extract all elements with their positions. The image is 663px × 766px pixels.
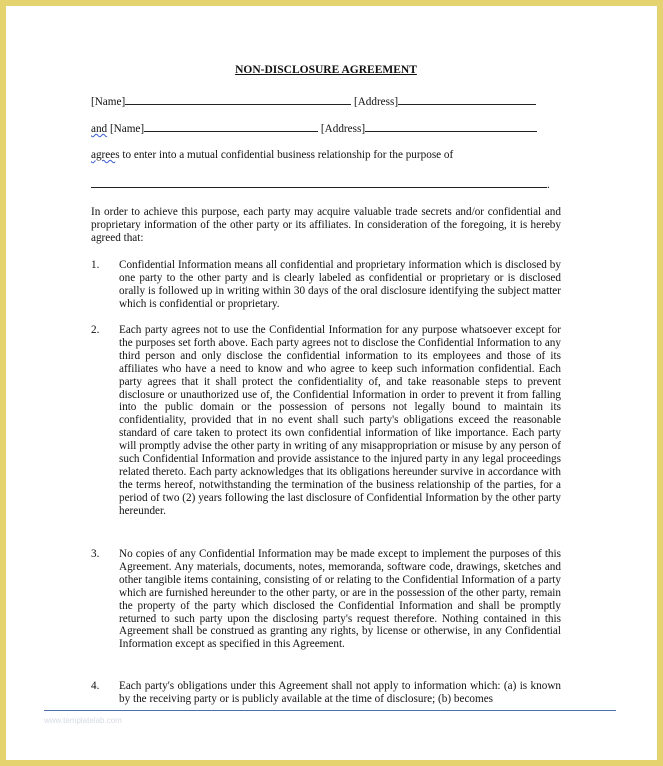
clause-4 [91, 680, 561, 706]
party1-name-blank[interactable] [125, 94, 351, 105]
document-title: NON-DISCLOSURE AGREEMENT [235, 64, 417, 76]
purpose-fill-line [91, 177, 550, 189]
clause-1 [91, 259, 561, 311]
clause-text: Each party's obligations under this Agreement shall not apply to information which: (a) is known by the receiving party or is publicly available at the time of disclosure; (b) becomes [119, 680, 561, 705]
purpose-end: . [547, 179, 550, 191]
party2-prefix: and [91, 123, 108, 135]
clause-number: 2. [91, 324, 100, 336]
party1-line [91, 94, 536, 106]
clause-text: Confidential Information means all confidential and proprietary information which is disclosed by one party to the other party and is clearly labeled as confidential or proprietary or is disclosed orally is followed up in writing within 30 days of the oral disclosure identifying the subject matter which is confidential or proprietary. [119, 259, 561, 310]
party1-name-label: [Name] [91, 96, 126, 108]
footer-rule [44, 710, 616, 711]
party2-address-label: [Address] [320, 123, 366, 135]
party1-address-blank[interactable] [398, 94, 536, 105]
party2-name-label: [Name] [109, 123, 145, 135]
purpose-text: s to enter into a mutual confidential business relationship for the purpose of [115, 149, 454, 161]
clause-text: Each party agrees not to use the Confidential Information for any purpose whatsoever except for the purposes set forth above. Each party agrees not to disclose the Confidential Information to any third person and only disclose the confidential information to its employees and those of its affiliates who have a need to know and who agree to keep such information confidential. Each party agrees that it shall protect the confidentiality of, and take reasonable steps to prevent disclosure or unauthorized use of, the Confidential Information in order to prevent it from falling into the public domain or the possession of persons not legally bound to maintain its confidentiality, provided that in no event shall such party's obligations exceed the reasonable standard of care taken to protect its own confidential information of like importance. Each party will promptly advise the other party in writing of any misappropriation or misuse by any person of such Confidential Information and provide assistance to the injured party in any legal proceedings related thereto. Each party acknowledges that its obligations hereunder survive in accordance with the terms hereof, notwithstanding the termination of the business relationship of the parties, for a period of two (2) years following the last disclosure of Confidential Information by the other party hereunder. [119, 324, 561, 517]
clause-number: 4. [91, 680, 100, 692]
party2-name-blank[interactable] [144, 121, 318, 132]
party2-address-blank[interactable] [365, 121, 537, 132]
party2-line [91, 121, 537, 133]
purpose-blank[interactable] [91, 177, 547, 188]
footer-watermark: www.templatelab.com [44, 716, 122, 725]
purpose-line [91, 149, 453, 161]
clause-2 [91, 324, 561, 518]
intro-paragraph: In order to achieve this purpose, each party may acquire valuable trade secrets and/or confidential and proprietary information of the other party or its affiliates. In consideration of the foregoing, it is hereby agreed that: [91, 206, 561, 244]
clause-number: 1. [91, 259, 100, 271]
clause-3 [91, 548, 561, 651]
clause-number: 3. [91, 548, 100, 560]
party1-address-label: [Address] [353, 96, 399, 108]
purpose-prefix: agree [91, 149, 116, 161]
clause-text: No copies of any Confidential Information may be made except to implement the purposes of this Agreement. Any materials, documents, notes, memoranda, software code, drawings, sketches and other tangible items containing, consisting of or relating to the Confidential Information of a party which are furnished hereunder to the other party, or are in the possession of the other party, remain the property of the party which disclosed the Confidential Information and shall be promptly returned to such party upon the disclosing party's request therefore. Nothing contained in this Agreement shall be construed as granting any rights, by license or otherwise, in any Confidential Information except as specified in this Agreement. [119, 548, 561, 651]
